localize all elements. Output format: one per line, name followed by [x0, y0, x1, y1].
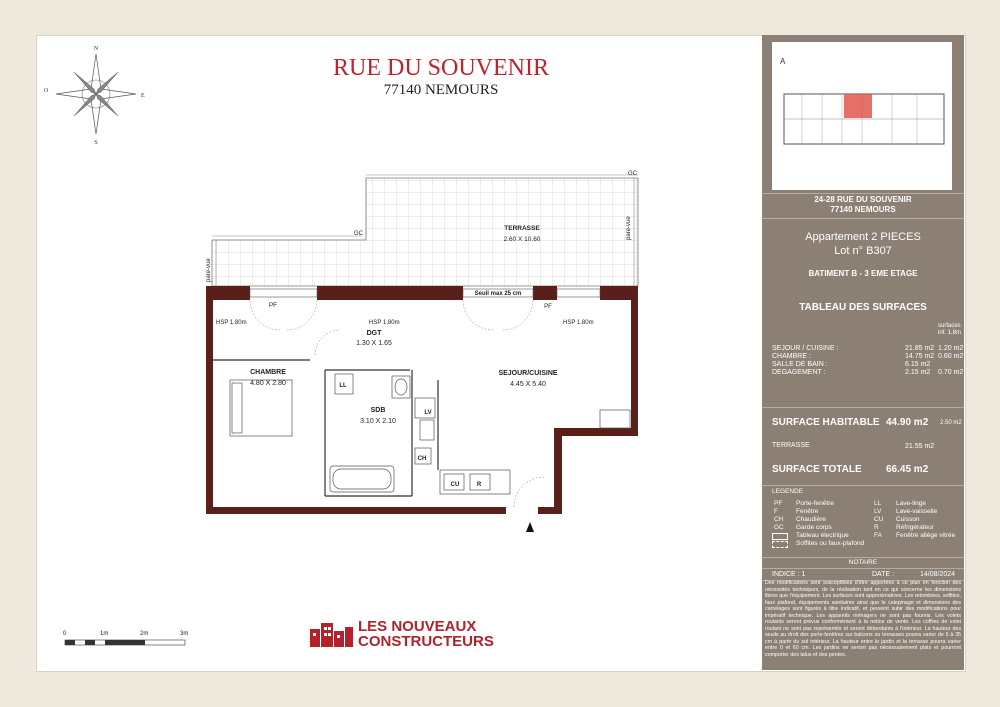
legend-code: GC	[774, 524, 784, 531]
habitable-value: 44.90 m2	[886, 417, 929, 428]
row-label-0: SEJOUR / CUISINE :	[772, 345, 839, 352]
side-address2: 77140 NEMOURS	[830, 205, 896, 214]
scale-tick-0: 0	[63, 631, 67, 637]
ll-label: LL	[339, 383, 347, 389]
bathroom-fixtures	[330, 374, 435, 492]
legend-text: Tableau électrique	[796, 532, 849, 539]
sdb-dims: 3.10 X 2.10	[360, 418, 396, 425]
row-label-3: DEGAGEMENT :	[772, 369, 826, 376]
sdb-name: SDB	[370, 407, 386, 414]
legend-text: Lave-vaisselle	[896, 508, 938, 515]
electrical-panel-icon	[772, 533, 788, 540]
legend-text: Fenêtre	[796, 508, 819, 515]
row-label-1: CHAMBRE :	[772, 353, 811, 360]
legend-code: CH	[774, 516, 784, 523]
gc-label-top: GC	[628, 171, 637, 177]
city-subtitle: 77140 NEMOURS	[383, 82, 499, 98]
surfaces-header1: surfaces	[938, 323, 961, 329]
terrace-label: TERRASSE	[772, 442, 810, 449]
street-title: RUE DU SOUVENIR	[333, 55, 549, 81]
logo-line2: CONSTRUCTEURS	[358, 633, 494, 650]
legend-code: R	[874, 524, 879, 531]
sejour-name: SEJOUR/CUISINE	[498, 370, 558, 377]
scale-tick-3: 3m	[180, 631, 189, 637]
bed	[230, 380, 292, 436]
row-inf-0: 1.20 m2	[938, 345, 964, 352]
legend-code: LL	[874, 500, 882, 507]
legend-text: Lave-linge	[896, 500, 926, 507]
compass-e: E	[141, 93, 145, 99]
legend-code: LV	[874, 508, 882, 515]
ch-label: CH	[417, 456, 427, 462]
surfaces-header2: inf. 1.8m	[938, 330, 962, 336]
dgt-dims: 1.30 X 1.65	[356, 340, 392, 347]
legend-code: FA	[874, 532, 882, 539]
row-value-3: 2.15 m2	[905, 369, 931, 376]
scale-tick-2: 2m	[140, 631, 149, 637]
company-logo	[308, 619, 508, 649]
legend-text: Garde corps	[796, 524, 832, 531]
habitable-inf: 2.50 m2	[940, 420, 962, 426]
apartment-type: Appartement 2 PIECES	[805, 231, 921, 243]
hsp-label-1: HSP 1.80m	[216, 320, 247, 326]
side-address1: 24-28 RUE DU SOUVENIR	[814, 195, 912, 204]
lot-number: Lot n° B307	[834, 245, 892, 257]
total-value: 66.45 m2	[886, 464, 929, 475]
legend-code: CU	[874, 516, 884, 523]
index-label: INDICE : 1	[772, 571, 806, 578]
legend-text: Chaudière	[796, 516, 826, 523]
legend-title: LEGENDE	[772, 488, 804, 495]
terrace-area	[206, 171, 638, 286]
row-value-2: 6.15 m2	[905, 361, 931, 368]
dgt-name: DGT	[366, 330, 382, 337]
row-inf-3: 0.70 m2	[938, 369, 964, 376]
legend-text: Soffites ou faux-plafond	[796, 540, 865, 547]
row-value-1: 14.75 m2	[905, 353, 935, 360]
sejour-dims: 4.45 X 5.40	[510, 381, 546, 388]
chambre-dims: 4.80 X 2.80	[250, 380, 286, 387]
building-thumbnail	[772, 42, 952, 190]
row-label-2: SALLE DE BAIN :	[772, 361, 828, 368]
scale-bar	[63, 631, 188, 645]
pare-vue-left: pare-vue	[206, 258, 212, 282]
logo-line1: LES NOUVEAUX	[358, 618, 477, 635]
hsp-label-2: HSP 1.80m	[369, 320, 400, 326]
pf-label-1: PF	[268, 302, 278, 309]
terrace-name: TERRASSE	[504, 225, 540, 232]
legend-text: Réfrigérateur	[896, 524, 934, 531]
cu-label: CU	[450, 482, 460, 488]
legend-code: PF	[774, 500, 783, 507]
pf-label-2: PF	[544, 304, 552, 310]
r-label: R	[476, 482, 482, 488]
pare-vue-right: pare-vue	[626, 216, 632, 240]
gc-label-left: GC	[354, 231, 363, 237]
notary-label: NOTAIRE	[848, 559, 878, 566]
info-panel	[762, 35, 964, 670]
entrance-arrow-icon	[526, 522, 534, 532]
row-value-0: 21.85 m2	[905, 345, 935, 352]
row-inf-1: 0.60 m2	[938, 353, 964, 360]
lv-label: LV	[424, 410, 432, 416]
compass-s: S	[94, 140, 98, 146]
hsp-label-3: HSP 1.80m	[563, 320, 594, 326]
compass-o: O	[44, 88, 49, 94]
building-floor: BATIMENT B - 3 EME ETAGE	[808, 269, 918, 278]
chambre-name: CHAMBRE	[250, 369, 286, 376]
building-plan-thumbnail	[772, 42, 952, 190]
legend-text: Porte-fenêtre	[796, 500, 834, 507]
total-label: SURFACE TOTALE	[772, 464, 862, 475]
legend-text: Fenêtre allège vitrée	[896, 532, 956, 539]
selected-lot-highlight	[844, 94, 872, 118]
kitchen-counter	[440, 410, 630, 494]
door-swings	[250, 300, 544, 507]
compass-n: N	[93, 46, 99, 52]
disclaimer: Des modifications sont susceptibles d'être apportées à ce plan en fonction des nécessités techniques, de la réalisation tant en ce qui concerne les dimensions libres que l'équipement. Les surfaces sont approximatives. Les retombées, soffites, faux plafond, équipements sanitaires ainsi que le calepinage et dimensions des carrelages sont figurés à titre indicatif, et peuvent subir des modifications pour impératif technique. Les appareils ménagers ne sont pas fournis. Les volets roulants seront prévus conformément à la notice de vente. Les coffres de volet roulant ne sont pas représentés et seront débordants à l'intérieur. La hauteur des seuils au droit des porte-fenêtres sur balcons ou terrasses pourra varier de 5 à 35 cm à partir du sol intérieur. La hauteur entre le jardin et la terrasse pourra varier entre 0 et 60 cm. Les jardins ne seront pas nécessairement plats et pourront comporter des talus et des pentes.	[765, 580, 961, 658]
logo-building-icon	[308, 619, 354, 649]
scale-tick-1: 1m	[100, 631, 109, 637]
date-value: 14/08/2024	[920, 571, 956, 578]
habitable-label: SURFACE HABITABLE	[772, 417, 880, 428]
seuil-label: Seuil max 25 cm	[474, 291, 522, 297]
date-label: DATE :	[872, 571, 895, 578]
table-title: TABLEAU DES SURFACES	[799, 302, 927, 313]
soffit-icon	[772, 541, 788, 548]
terrace-dims: 2.60 X 10.60	[503, 236, 541, 243]
terrace-value: 21.55 m2	[905, 443, 935, 450]
compass-rose-icon	[44, 46, 145, 146]
legend-text: Cuisson	[896, 516, 920, 523]
legend-code: F	[774, 508, 778, 515]
thumbnail-label: A	[780, 57, 786, 66]
